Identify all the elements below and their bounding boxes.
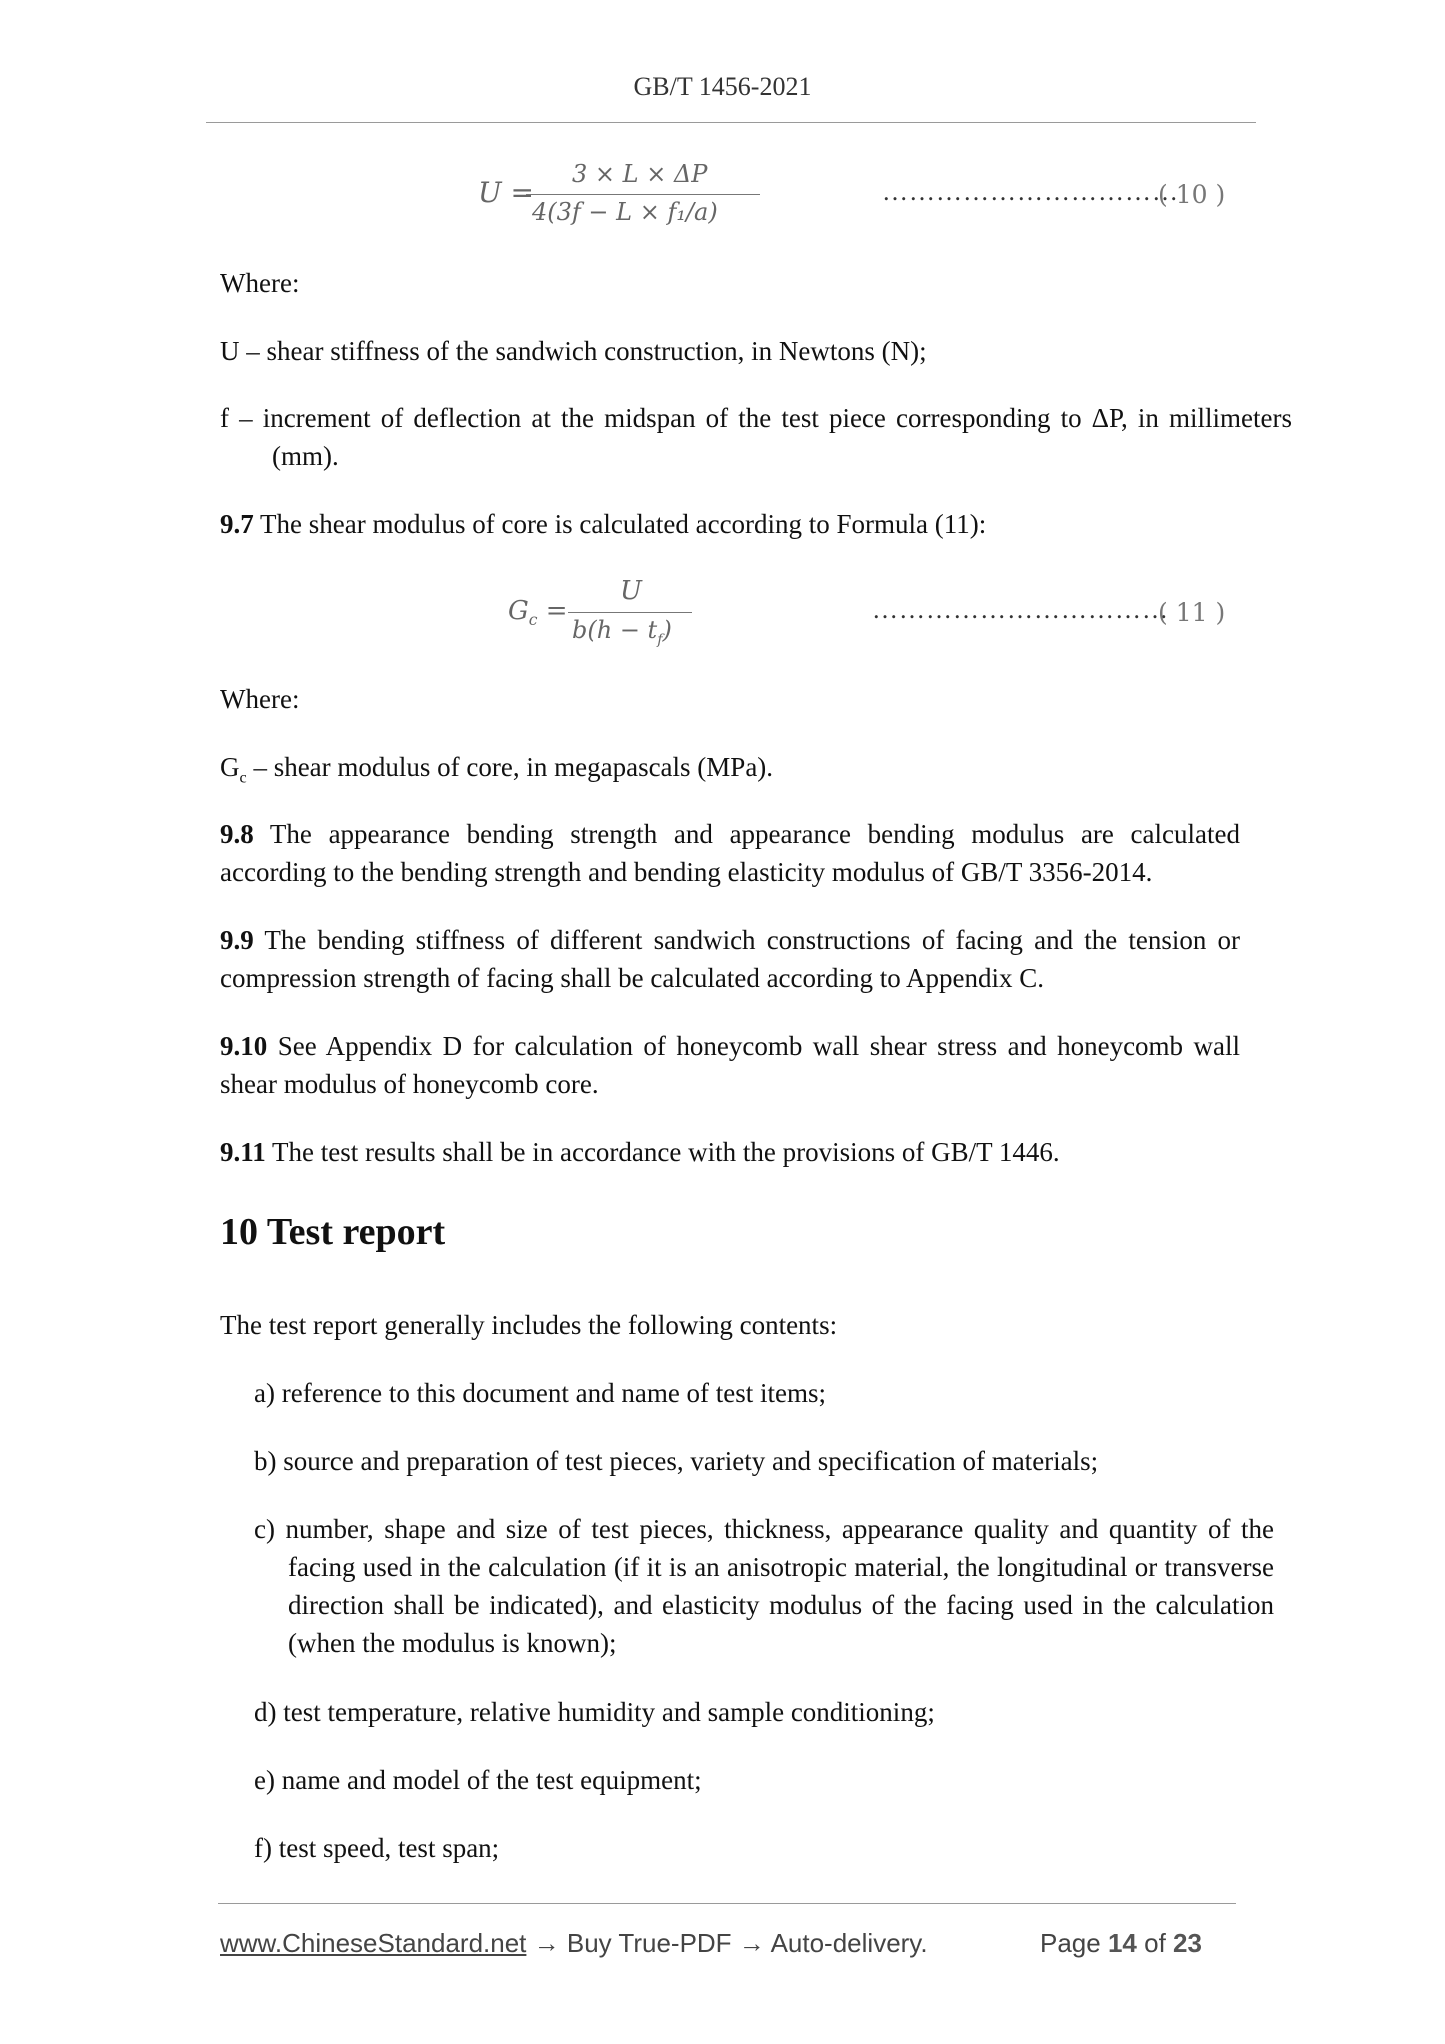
- formula-11-denominator: [572, 616, 672, 648]
- definition-u: U – shear stiffness of the sandwich construction, in Newtons (N);: [220, 336, 927, 366]
- clause-9-7-text: The shear modulus of core is calculated according to Formula (11):: [253, 509, 987, 539]
- formula-11-lhs: [508, 596, 568, 629]
- section-heading-test-report: 10 Test report: [220, 1211, 446, 1253]
- list-item-a: a) reference to this document and name of test items;: [254, 1378, 827, 1408]
- clause-9-8-text: The appearance bending strength and appearance bending modulus are calculated according to the bending strength and bending elasticity modulus of GB/T 3356-2014.: [220, 819, 1240, 887]
- footer-promo-text: → Buy True-PDF → Auto-delivery.: [526, 1928, 928, 1958]
- document-header: GB/T 1456-2021: [633, 72, 812, 101]
- definition-gc-text: – shear modulus of core, in megapascals (MPa).: [246, 752, 774, 782]
- footer-divider: [218, 1903, 1236, 1904]
- clause-9-9-text: The bending stiffness of different sandwich constructions of facing and the tension or compression strength of facing shall be calculated according to Appendix C.: [220, 925, 1240, 993]
- formula-11-denominator-subscript: f: [657, 631, 663, 648]
- definition-gc: [220, 748, 1240, 796]
- clause-9-7-number: 9.7: [220, 509, 254, 539]
- formula-10-fraction-bar: [526, 194, 760, 195]
- header-divider: [206, 122, 1256, 123]
- formula-10-numerator: 3 × L × ΔP: [572, 160, 708, 188]
- definition-gc-symbol: G: [220, 752, 240, 782]
- clause-9-11: [220, 1133, 1240, 1171]
- list-item-b: b) source and preparation of test pieces, variety and specification of materials;: [254, 1446, 1099, 1476]
- formula-11-denominator-main: b(h − t: [572, 616, 658, 644]
- formula-11-numerator: U: [620, 576, 642, 606]
- formula-10-number: ( 10 ): [1158, 180, 1226, 209]
- list-item-f: f) test speed, test span;: [254, 1833, 500, 1863]
- footer-site-link[interactable]: www.ChineseStandard.net: [220, 1928, 527, 1958]
- formula-11-equals: =: [537, 596, 568, 626]
- clause-9-9-number: 9.9: [220, 925, 254, 955]
- clause-9-11-number: 9.11: [220, 1137, 266, 1167]
- formula-11-number: ( 11 ): [1158, 598, 1226, 627]
- definition-gc-subscript: c: [239, 768, 247, 787]
- formula-11-fraction-bar: [568, 612, 692, 613]
- clause-9-8: [220, 815, 1240, 891]
- clause-9-10-text: See Appendix D for calculation of honeycomb wall shear stress and honeycomb wall shear modulus of honeycomb core.: [220, 1031, 1240, 1099]
- formula-10-denominator: 4(3f − L × f₁/a): [532, 198, 718, 226]
- page-total: 23: [1173, 1928, 1202, 1958]
- clause-9-11-text: The test results shall be in accordance with the provisions of GB/T 1446.: [265, 1137, 1060, 1167]
- page-of-label: of: [1144, 1928, 1166, 1958]
- formula-11-denominator-end: ): [662, 616, 672, 644]
- clause-9-8-number: 9.8: [220, 819, 254, 849]
- clause-9-9: [220, 921, 1240, 997]
- page-label: Page: [1040, 1928, 1101, 1958]
- page-number: 14: [1107, 1928, 1137, 1958]
- footer-promo: [220, 1928, 928, 1959]
- clause-9-7: [220, 505, 1240, 543]
- list-item-e: e) name and model of the test equipment;: [254, 1765, 702, 1795]
- formula-11-leader-dots: ……………………………: [872, 595, 1169, 624]
- test-report-intro: The test report generally includes the following contents:: [220, 1310, 838, 1340]
- clause-9-10-number: 9.10: [220, 1031, 268, 1061]
- where-label-1: Where:: [220, 268, 300, 298]
- page-indicator: [1040, 1928, 1202, 1959]
- definition-f: f – increment of deflection at the midspan of the test piece corresponding to ΔP, in millimeters (mm).: [220, 403, 1292, 471]
- formula-11-lhs-symbol: G: [508, 596, 529, 626]
- formula-10-lhs: U =: [478, 176, 534, 209]
- where-label-2: Where:: [220, 684, 300, 714]
- formula-11-lhs-subscript: c: [528, 611, 538, 630]
- clause-9-10: [220, 1027, 1240, 1103]
- list-item-d: d) test temperature, relative humidity and sample conditioning;: [254, 1697, 935, 1727]
- list-item-c: c) number, shape and size of test pieces, thickness, appearance quality and quantity of the facing used in the calculation (if it is an anisotropic material, the longitudinal or transverse direction shall be indicated), and elasticity modulus of the facing used in the calculation (when the modulus is known);: [254, 1514, 1274, 1658]
- formula-10-leader-dots: ……………………………: [882, 177, 1179, 206]
